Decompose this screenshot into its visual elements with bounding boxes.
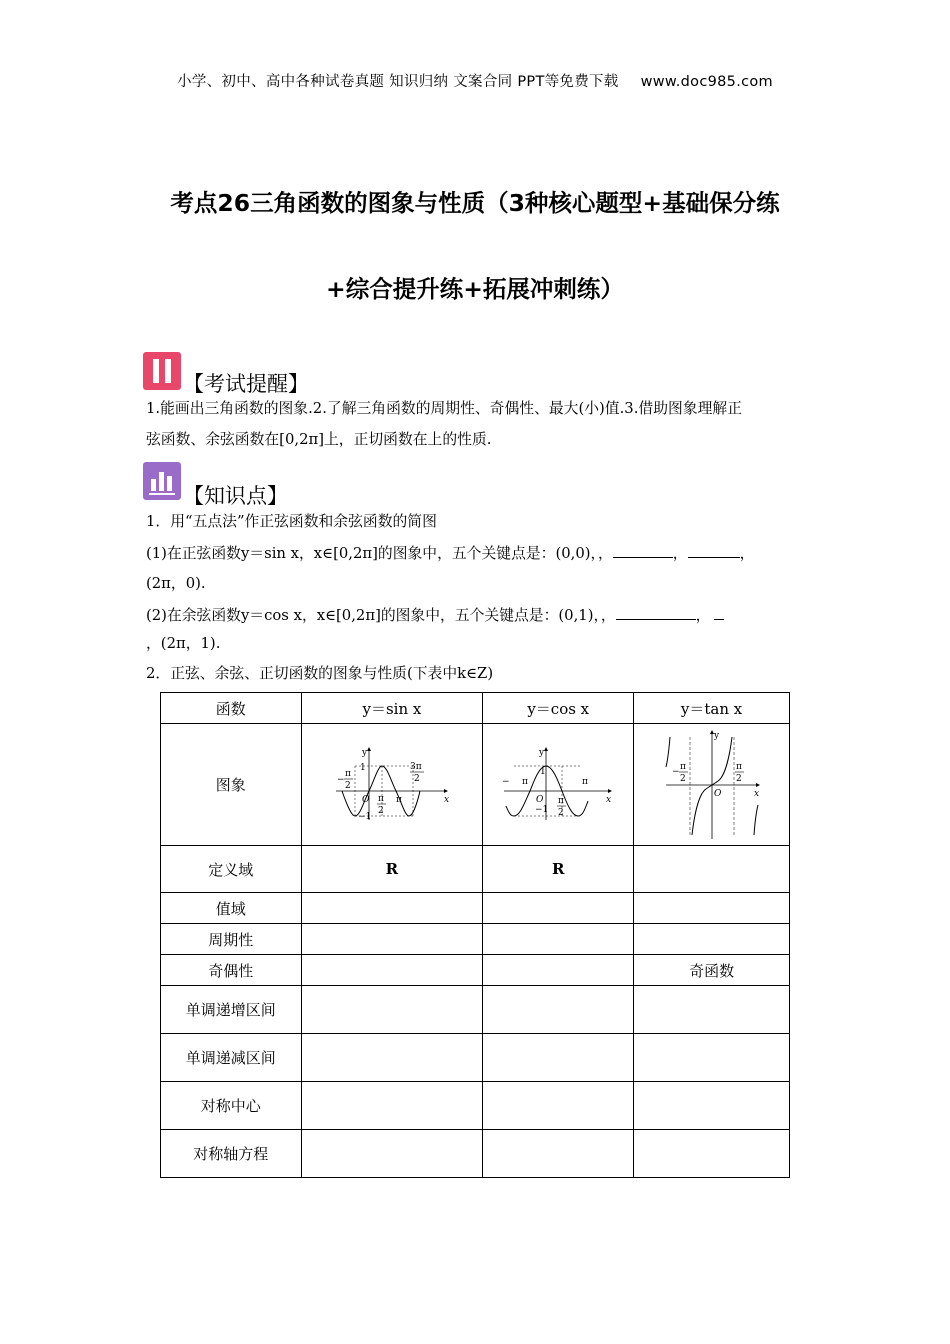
x-axis-arrow	[608, 789, 612, 793]
knowledge-item-1-title: 1．用“五点法”作正弦函数和余弦函数的简图	[146, 513, 437, 530]
cos-cell: R	[483, 846, 634, 893]
sine-graph	[332, 746, 452, 824]
header-site: www.doc985.com	[640, 74, 773, 90]
sin-cell	[301, 986, 483, 1034]
one-label: 1	[359, 762, 366, 773]
row-label: 奇偶性	[161, 955, 302, 986]
header-text: 小学、初中、高中各种试卷真题 知识归纳 文案合同 PPT等免费下载	[177, 74, 619, 90]
y-axis-arrow	[367, 747, 371, 751]
table-header-cell: 函数	[161, 693, 302, 724]
y-axis-arrow	[544, 747, 548, 751]
origin-label: O	[361, 794, 370, 805]
cos-cell	[483, 893, 634, 924]
pi-label: π	[735, 761, 742, 772]
row-label: 值域	[161, 893, 302, 924]
exam-tips-line-1: 1.能画出三角函数的图象.2.了解三角函数的周期性、奇偶性、最大(小)值.3.借助图象理解正	[146, 400, 742, 417]
sin-cell	[301, 955, 483, 986]
pi-label: π	[582, 776, 589, 787]
fill-blank[interactable]	[714, 605, 724, 620]
origin-label: O	[713, 788, 721, 799]
sine-graph-cell	[301, 724, 483, 846]
page-header	[0, 70, 950, 91]
cos-cell	[483, 955, 634, 986]
two-label: 2	[377, 805, 384, 816]
cos-cell	[483, 1082, 634, 1130]
table-row	[161, 846, 790, 893]
tan-cell: 奇函数	[634, 955, 790, 986]
sin-cell	[301, 893, 483, 924]
sin-keypoints-line	[146, 543, 826, 564]
table-row	[161, 893, 790, 924]
cos-cell	[483, 1034, 634, 1082]
tangent-graph	[662, 729, 762, 841]
row-label: 单调递增区间	[161, 986, 302, 1034]
cos-cell	[483, 924, 634, 955]
trig-properties-table	[160, 692, 790, 1178]
exam-tips-line-2: 弦函数、余弦函数在[0,2π]上，正切函数在上的性质.	[146, 431, 492, 448]
two-label: 2	[558, 807, 564, 818]
tan-cell	[634, 846, 790, 893]
y-label: y	[361, 747, 367, 758]
pi-label: π	[377, 793, 384, 804]
tangent-graph-cell	[634, 724, 790, 846]
cos-cell	[483, 986, 634, 1034]
tan-cell	[634, 924, 790, 955]
table-row	[161, 986, 790, 1034]
cos-keypoints-text: (2)在余弦函数y＝cos x，x∈[0,2π]的图象中，五个关键点是：(0,1)，，	[146, 607, 616, 624]
sin-cell	[301, 924, 483, 955]
neg-sign: −	[336, 774, 345, 785]
cos-cell	[483, 1130, 634, 1178]
table-row	[161, 1082, 790, 1130]
one-label: 1	[540, 766, 546, 777]
row-label: 单调递减区间	[161, 1034, 302, 1082]
tangent-curve	[754, 805, 758, 835]
pi-label: π	[395, 794, 402, 805]
row-label: 定义域	[161, 846, 302, 893]
row-label: 对称中心	[161, 1082, 302, 1130]
sin-cell: R	[301, 846, 483, 893]
y-label: y	[713, 730, 719, 741]
table-header-row	[161, 693, 790, 724]
table-row	[161, 924, 790, 955]
separator: ，	[695, 607, 711, 624]
x-axis-arrow	[444, 789, 448, 793]
three-pi-label: 3π	[409, 761, 422, 772]
tan-cell	[634, 1082, 790, 1130]
x-label: x	[606, 794, 612, 805]
neg-one-label: −1	[357, 811, 372, 822]
sin-cell	[301, 1034, 483, 1082]
table-row	[161, 1130, 790, 1178]
page-title-line-1: 考点26三角函数的图象与性质（3种核心题型+基础保分练	[170, 189, 780, 217]
row-label: 周期性	[161, 924, 302, 955]
bar-chart-icon	[143, 462, 181, 500]
x-axis-arrow	[756, 783, 760, 787]
table-row	[161, 1034, 790, 1082]
table-row-graph	[161, 724, 790, 846]
pause-icon	[143, 352, 181, 390]
cos-keypoints-end: ，(2π，1).	[146, 635, 221, 652]
tan-cell	[634, 986, 790, 1034]
cosine-graph-cell	[483, 724, 634, 846]
separator: ，	[739, 545, 755, 562]
exam-tips-heading: 【考试提醒】	[183, 372, 309, 396]
x-label: x	[443, 794, 449, 805]
row-label: 图象	[161, 724, 302, 846]
sin-cell	[301, 1082, 483, 1130]
tan-cell	[634, 1034, 790, 1082]
sin-keypoints-text: (1)在正弦函数y＝sin x，x∈[0,2π]的图象中，五个关键点是：(0,0)，，	[146, 545, 613, 562]
two-label: 2	[735, 773, 742, 784]
table-header-cell: y＝tan x	[634, 693, 790, 724]
cos-keypoints-line	[146, 605, 826, 626]
separator: ，	[672, 545, 688, 562]
table-header-cell: y＝cos x	[483, 693, 634, 724]
pi-label: π	[558, 795, 565, 806]
fill-blank[interactable]	[688, 543, 740, 558]
page-title-line-2: +综合提升练+拓展冲刺练）	[326, 275, 624, 303]
neg-one-label: −1	[535, 804, 549, 815]
pi-label: π	[344, 768, 351, 779]
table-row	[161, 955, 790, 986]
knowledge-item-2-title: 2．正弦、余弦、正切函数的图象与性质(下表中k∈Z)	[146, 665, 494, 682]
neg-sign: −	[502, 776, 510, 787]
fill-blank[interactable]	[613, 543, 673, 558]
fill-blank[interactable]	[616, 605, 696, 620]
sin-keypoints-end: (2π，0).	[146, 575, 206, 592]
knowledge-heading: 【知识点】	[183, 484, 288, 508]
sin-cell	[301, 1130, 483, 1178]
cosine-graph	[500, 746, 616, 824]
pi-label: π	[679, 761, 686, 772]
tangent-curve	[666, 737, 670, 767]
y-label: y	[539, 747, 545, 758]
two-label: 2	[413, 773, 420, 784]
two-label: 2	[344, 780, 351, 791]
origin-label: O	[536, 794, 544, 805]
x-label: x	[753, 788, 759, 799]
table-header-cell: y＝sin x	[301, 693, 483, 724]
pi-label: π	[522, 776, 529, 787]
two-label: 2	[679, 773, 686, 784]
neg-sign: −	[671, 766, 680, 777]
row-label: 对称轴方程	[161, 1130, 302, 1178]
tan-cell	[634, 893, 790, 924]
tan-cell	[634, 1130, 790, 1178]
